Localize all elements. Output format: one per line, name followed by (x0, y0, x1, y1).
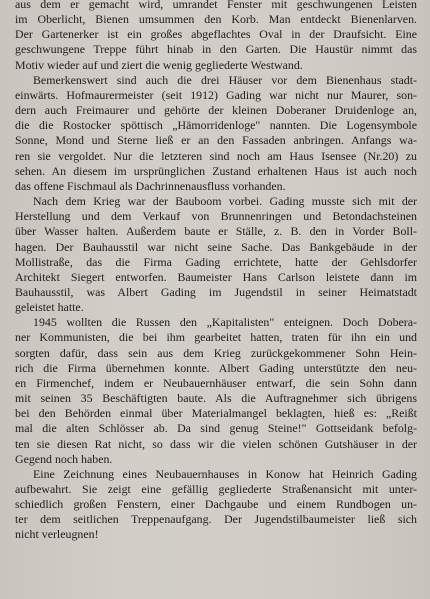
text-line: ter dem seitlichen Treppenaufgang. Der Jugendstilbaumeister ließ sich (15, 512, 417, 527)
text-line: geschwungene Treppe führt hinab in den Garten. Die Haustür nimmt das (15, 42, 417, 57)
text-line: Bemerkenswert sind auch die drei Häuser vor dem Bienenhaus stadt- (33, 72, 417, 87)
text-line: nicht verleugnen! (15, 527, 99, 542)
paragraph (15, 73, 417, 194)
text-line: bei den Behörden einmal über Materialmangel beklagten, hieß es: „Reißt (15, 406, 417, 421)
text-line: aus dem er gemacht wird, umrandet Fenster mit geschwungenen Leisten (15, 0, 417, 11)
text-line: Der Gartenerker ist ein großes abgeflachtes Oval in der Draufsicht. Eine (15, 27, 417, 42)
text-line: Motiv wieder auf und ziert die wenig gegliederte Westwand. (15, 57, 303, 72)
paragraph (15, 0, 417, 73)
text-line: sehen. An diesem im ursprünglichen Zustand erhaltenen Haus ist auch noch (15, 163, 417, 178)
paragraph (15, 194, 417, 315)
text-line: sorgten dafür, dass sein aus dem Krieg zurückgekommener Sohn Hein- (15, 345, 417, 360)
text-line: Sonne, Mond und Sterne ließ er an den Fassaden anbringen. Anfangs wa- (15, 133, 417, 148)
text-line: Mollistraße, das die Firma Gading errichtete, hatte der Gehlsdorfer (15, 254, 417, 269)
text-line: 1945 wollten die Russen den „Kapitalisten" enteignen. Doch Dobera- (33, 315, 417, 330)
text-line: Architekt Siegert entworfen. Baumeister Hans Carlson leistete dann im (15, 269, 417, 284)
text-line: einwärts. Hofmaurermeister (seit 1912) Gading war nicht nur Maurer, son- (15, 87, 417, 102)
text-line: geleistet hatte. (15, 300, 84, 315)
text-line: über Wasser halten. Außerdem baute er Ställe, z. B. den in Vorder Boll- (15, 224, 417, 239)
text-line: mit seinen 35 Beschäftigten baute. Als die Auftragnehmer sich übrigens (15, 391, 417, 406)
paragraph (15, 315, 417, 467)
paragraph (15, 467, 417, 543)
text-line: Eine Zeichnung eines Neubauernhauses in Konow hat Heinrich Gading (33, 466, 417, 481)
text-line: hagen. Der Bauhausstil war nicht seine Sache. Das Bankgebäude in der (15, 239, 417, 254)
text-line: Herstellung und dem Verkauf von Brunnenringen und Betondachsteinen (15, 209, 417, 224)
text-line: rich die Firma übernehmen konnte. Albert Gading unterstützte den neu- (15, 360, 417, 375)
text-line: aufbewahrt. Sie zeigt eine gefällig gegliederte Straßenansicht mit unter- (15, 482, 417, 496)
text-line: ner Kommunisten, die bei ihm gearbeitet hatten, traten für ihn ein und (15, 330, 417, 345)
text-line: Gegend noch haben. (15, 451, 113, 466)
text-line: im Oberlicht, Bienen umsummen den Korb. Man entdeckt Bienenlarven. (15, 12, 417, 27)
text-line: schiedlich großen Fenstern, einer Dachgaube und einem Rundbogen un- (15, 497, 417, 512)
text-line: dern auch Freimaurer und gehörte der kleinen Doberaner Druidenloge an, (15, 103, 417, 118)
text-line: mal die alten Schlösser ab. Da sind genug Steine!" Gottseidank befolg- (15, 421, 417, 436)
text-line: ten sie diesen Rat nicht, so dass wir die vielen schönen Gutshäuser in der (15, 436, 417, 451)
text-line: das offene Fischmaul als Dachrinnenausfluss vorhanden. (15, 178, 286, 193)
text-line: ren sie vergoldet. Nur die letzteren sind noch am Haus Isensee (Nr.20) zu (15, 148, 417, 163)
page-text (15, 0, 417, 543)
text-line: en Firmenchef, indem er Neubauernhäuser entwarf, die sein Sohn dann (15, 375, 417, 390)
text-line: die die Rostocker spöttisch „Hämorridenloge" nannten. Die Logensymbole (15, 118, 417, 133)
text-line: Nach dem Krieg war der Bauboom vorbei. Gading musste sich mit der (33, 194, 417, 209)
text-line: Bauhausstil, was Albert Gading im Jugendstil in seiner Heimatstadt (15, 284, 417, 299)
